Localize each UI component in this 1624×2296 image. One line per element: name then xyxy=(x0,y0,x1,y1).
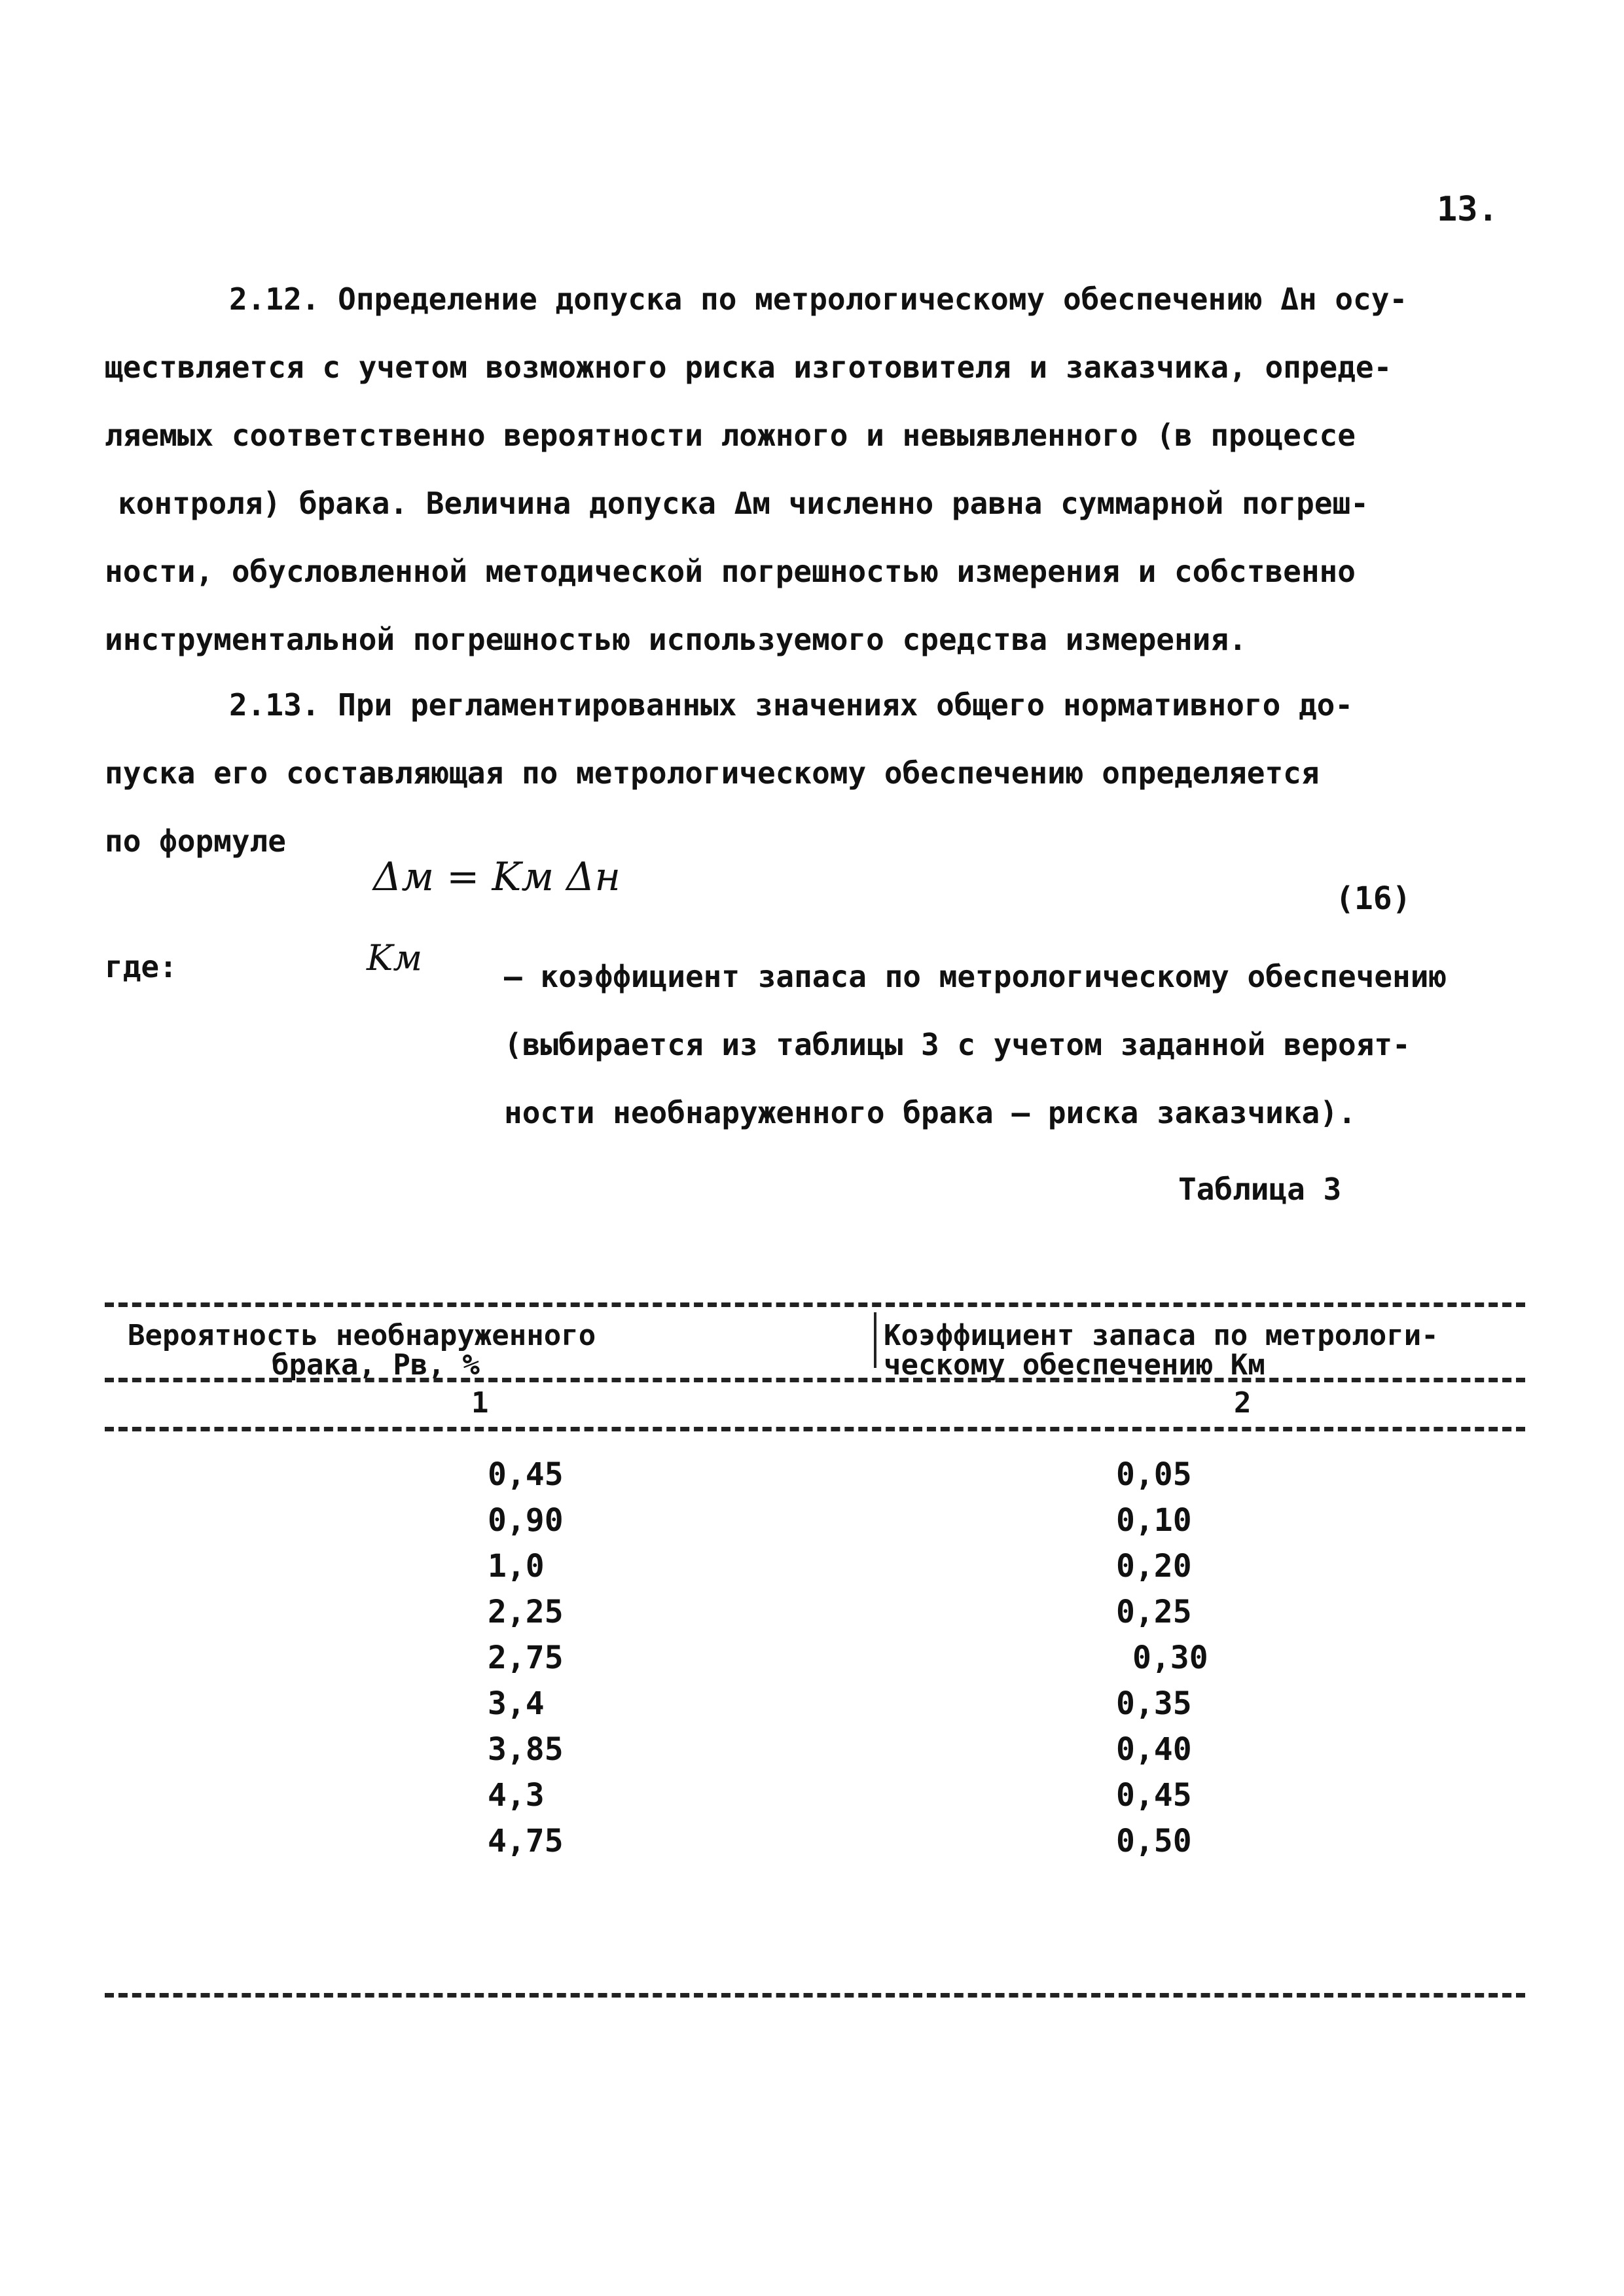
paragraph-line: 2.13. При регламентированных значениях общего нормативного до- xyxy=(229,687,1354,723)
table-row xyxy=(0,1777,1624,1823)
cell-probability: 4,75 xyxy=(488,1823,564,1859)
table-caption: Таблица 3 xyxy=(1178,1172,1342,1207)
definition-line: (выбирается из таблицы 3 с учетом заданной вероят- xyxy=(504,1027,1411,1062)
cell-coefficient: 0,45 xyxy=(1116,1777,1192,1814)
formula-16: Δм = Kм Δн xyxy=(373,854,621,900)
cell-coefficient: 0,20 xyxy=(1116,1548,1192,1585)
cell-probability: 2,75 xyxy=(488,1640,564,1676)
table-top-rule xyxy=(105,1302,1525,1307)
where-definition xyxy=(504,942,1525,1147)
cell-coefficient: 0,35 xyxy=(1116,1685,1192,1722)
cell-coefficient: 0,40 xyxy=(1116,1731,1192,1768)
cell-coefficient: 0,50 xyxy=(1116,1823,1192,1859)
table-numbering-rule xyxy=(105,1427,1525,1431)
where-label: где: xyxy=(105,949,177,984)
table-row xyxy=(0,1731,1624,1777)
cell-coefficient: 0,05 xyxy=(1116,1456,1192,1493)
where-symbol: Kм xyxy=(367,937,423,978)
cell-probability: 0,45 xyxy=(488,1456,564,1493)
table-row xyxy=(0,1823,1624,1869)
cell-coefficient: 0,10 xyxy=(1116,1502,1192,1539)
paragraph-line: 2.12. Определение допуска по метрологическому обеспечению Δн осу- xyxy=(229,281,1408,317)
table-header-col1-sub: брака, Pв, % xyxy=(272,1348,480,1382)
table-row xyxy=(0,1594,1624,1640)
cell-probability: 4,3 xyxy=(488,1777,545,1814)
table-row xyxy=(0,1685,1624,1731)
table-bottom-rule xyxy=(105,1993,1525,1998)
paragraph-2-13 xyxy=(105,671,1519,875)
cell-probability: 3,85 xyxy=(488,1731,564,1768)
page-number: 13. xyxy=(1437,190,1498,229)
paragraph-line: ности, обусловленной методической погрешностью измерения и собственно xyxy=(105,554,1356,589)
cell-probability: 1,0 xyxy=(488,1548,545,1585)
table-row xyxy=(0,1640,1624,1685)
paragraph-2-12 xyxy=(105,265,1519,673)
table-header-col1: Вероятность необнаруженного xyxy=(128,1319,596,1352)
paragraph-line: по формуле xyxy=(105,823,286,859)
cell-probability: 3,4 xyxy=(488,1685,545,1722)
column-number-1: 1 xyxy=(471,1386,489,1420)
cell-coefficient: 0,25 xyxy=(1116,1594,1192,1630)
table-row xyxy=(0,1456,1624,1502)
cell-probability: 2,25 xyxy=(488,1594,564,1630)
definition-line: – коэффициент запаса по метрологическому обеспечению xyxy=(504,959,1447,994)
table-header-rule xyxy=(105,1378,1525,1382)
cell-coefficient: 0,30 xyxy=(1132,1640,1208,1676)
table-header-col2: Коэффициент запаса по метрологи- xyxy=(884,1319,1439,1352)
table-body xyxy=(0,1456,1624,1869)
cell-probability: 0,90 xyxy=(488,1502,564,1539)
table-row xyxy=(0,1548,1624,1594)
paragraph-line: контроля) брака. Величина допуска Δм численно равна суммарной погреш- xyxy=(118,486,1369,521)
paragraph-line: пуска его составляющая по метрологическому обеспечению определяется xyxy=(105,755,1320,791)
column-separator xyxy=(874,1312,876,1368)
table-header-col2-sub: ческому обеспечению Kм xyxy=(884,1348,1265,1382)
equation-number: (16) xyxy=(1335,880,1411,917)
paragraph-line: ществляется с учетом возможного риска изготовителя и заказчика, опреде- xyxy=(105,350,1392,385)
paragraph-line: ляемых соответственно вероятности ложного и невыявленного (в процессе xyxy=(105,418,1356,453)
paragraph-line: инструментальной погрешностью используемого средства измерения. xyxy=(105,622,1247,657)
column-number-2: 2 xyxy=(1234,1386,1252,1420)
definition-line: ности необнаруженного брака – риска заказчика). xyxy=(504,1095,1356,1130)
table-row xyxy=(0,1502,1624,1548)
